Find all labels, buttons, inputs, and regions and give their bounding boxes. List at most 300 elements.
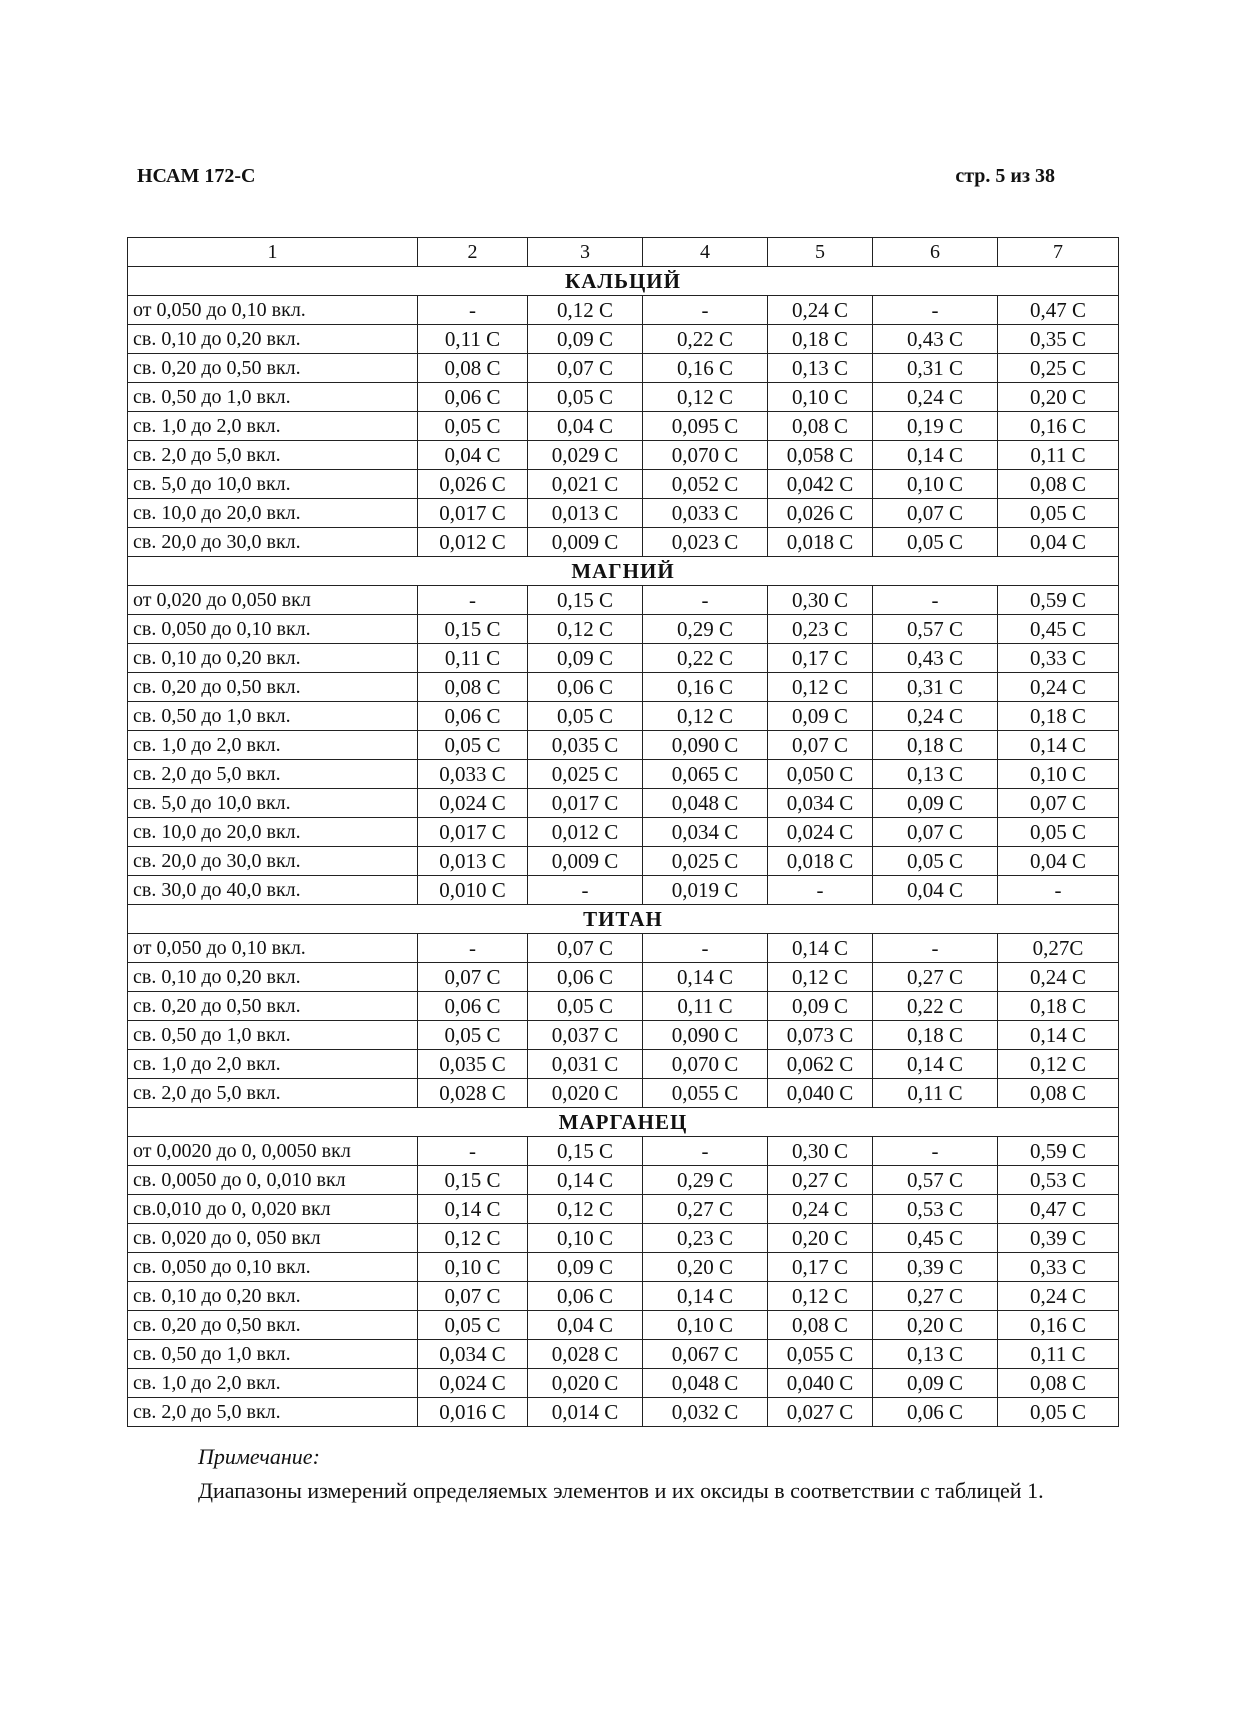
table-row [128, 586, 1119, 615]
value-cell: - [643, 586, 768, 615]
value-cell: 0,06 С [528, 963, 643, 992]
value-cell: 0,009 С [528, 847, 643, 876]
value-cell: 0,45 С [998, 615, 1119, 644]
value-cell: 0,05 С [528, 702, 643, 731]
value-cell: 0,025 С [528, 760, 643, 789]
table-row [128, 1166, 1119, 1195]
value-cell: 0,39 С [998, 1224, 1119, 1253]
value-cell: 0,14 С [998, 1021, 1119, 1050]
value-cell: 0,30 С [768, 586, 873, 615]
value-cell: 0,17 С [768, 644, 873, 673]
value-cell: 0,45 С [873, 1224, 998, 1253]
table-row [128, 325, 1119, 354]
value-cell: 0,055 С [643, 1079, 768, 1108]
value-cell: 0,08 С [998, 1369, 1119, 1398]
value-cell: 0,11 С [643, 992, 768, 1021]
value-cell: 0,57 С [873, 1166, 998, 1195]
value-cell: 0,058 С [768, 441, 873, 470]
range-cell: св. 0,50 до 1,0 вкл. [128, 383, 418, 412]
value-cell: 0,035 С [528, 731, 643, 760]
table-row [128, 1311, 1119, 1340]
range-cell: св. 0,10 до 0,20 вкл. [128, 1282, 418, 1311]
table-row [128, 354, 1119, 383]
value-cell: 0,04 С [528, 412, 643, 441]
range-cell: св. 10,0 до 20,0 вкл. [128, 818, 418, 847]
range-cell: св. 0,020 до 0, 050 вкл [128, 1224, 418, 1253]
value-cell: 0,06 С [873, 1398, 998, 1427]
value-cell: 0,22 С [643, 644, 768, 673]
value-cell: 0,034 С [418, 1340, 528, 1369]
table-row [128, 876, 1119, 905]
value-cell: 0,033 С [643, 499, 768, 528]
table-row [128, 992, 1119, 1021]
note-text: Диапазоны измерений определяемых элементов и их оксиды в соответствии с таблицей 1. [198, 1478, 1044, 1503]
value-cell: 0,27 С [873, 1282, 998, 1311]
value-cell: 0,08 С [768, 412, 873, 441]
value-cell: 0,10 С [418, 1253, 528, 1282]
section-header-row [128, 267, 1119, 296]
range-cell: св. 0,20 до 0,50 вкл. [128, 992, 418, 1021]
value-cell: 0,12 С [418, 1224, 528, 1253]
value-cell: 0,24 С [768, 1195, 873, 1224]
table-row [128, 296, 1119, 325]
range-cell: св. 1,0 до 2,0 вкл. [128, 1369, 418, 1398]
value-cell: 0,035 С [418, 1050, 528, 1079]
value-cell: 0,22 С [873, 992, 998, 1021]
range-cell: св. 0,0050 до 0, 0,010 вкл [128, 1166, 418, 1195]
value-cell: - [998, 876, 1119, 905]
value-cell: 0,07 С [418, 1282, 528, 1311]
value-cell: 0,06 С [528, 673, 643, 702]
value-cell: 0,09 С [768, 992, 873, 1021]
value-cell: 0,12 С [528, 1195, 643, 1224]
table-row [128, 934, 1119, 963]
table-row [128, 499, 1119, 528]
value-cell: 0,042 С [768, 470, 873, 499]
value-cell: 0,27 С [643, 1195, 768, 1224]
range-cell: св. 0,10 до 0,20 вкл. [128, 325, 418, 354]
range-cell: св. 2,0 до 5,0 вкл. [128, 1079, 418, 1108]
column-header: 3 [528, 238, 643, 267]
value-cell: 0,04 С [528, 1311, 643, 1340]
document-id: НСАМ 172-С [137, 165, 256, 187]
value-cell: 0,20 С [768, 1224, 873, 1253]
value-cell: 0,31 С [873, 354, 998, 383]
value-cell: 0,014 С [528, 1398, 643, 1427]
value-cell: 0,016 С [418, 1398, 528, 1427]
value-cell: 0,43 С [873, 325, 998, 354]
value-cell: 0,10 С [643, 1311, 768, 1340]
value-cell: 0,040 С [768, 1369, 873, 1398]
value-cell: 0,18 С [873, 731, 998, 760]
value-cell: 0,59 С [998, 586, 1119, 615]
value-cell: 0,05 С [418, 731, 528, 760]
column-header: 1 [128, 238, 418, 267]
table-row [128, 1079, 1119, 1108]
value-cell: 0,14 С [873, 441, 998, 470]
range-cell: св. 2,0 до 5,0 вкл. [128, 760, 418, 789]
note-title: Примечание: [198, 1444, 320, 1469]
value-cell: 0,024 С [418, 1369, 528, 1398]
value-cell: 0,24 С [768, 296, 873, 325]
table-row [128, 1224, 1119, 1253]
value-cell: - [873, 1137, 998, 1166]
range-cell: св. 0,50 до 1,0 вкл. [128, 702, 418, 731]
table-row [128, 847, 1119, 876]
value-cell: 0,027 С [768, 1398, 873, 1427]
value-cell: 0,07 С [873, 818, 998, 847]
value-cell: 0,04 С [418, 441, 528, 470]
table-row [128, 615, 1119, 644]
range-cell: св. 5,0 до 10,0 вкл. [128, 789, 418, 818]
page-header [137, 165, 1055, 195]
value-cell: 0,29 С [643, 1166, 768, 1195]
value-cell: 0,05 С [418, 1021, 528, 1050]
range-cell: от 0,020 до 0,050 вкл [128, 586, 418, 615]
value-cell: - [873, 934, 998, 963]
value-cell: 0,029 С [528, 441, 643, 470]
table-row [128, 963, 1119, 992]
value-cell: 0,24 С [998, 963, 1119, 992]
value-cell: 0,08 С [418, 673, 528, 702]
value-cell: 0,18 С [998, 702, 1119, 731]
value-cell: 0,53 С [998, 1166, 1119, 1195]
value-cell: 0,07 С [768, 731, 873, 760]
value-cell: 0,22 С [643, 325, 768, 354]
table-row [128, 412, 1119, 441]
table-body [128, 238, 1119, 1427]
range-cell: св. 1,0 до 2,0 вкл. [128, 1050, 418, 1079]
value-cell: 0,18 С [873, 1021, 998, 1050]
value-cell: 0,14 С [418, 1195, 528, 1224]
note-block [130, 1440, 1110, 1508]
value-cell: 0,062 С [768, 1050, 873, 1079]
value-cell: 0,10 С [873, 470, 998, 499]
value-cell: 0,39 С [873, 1253, 998, 1282]
value-cell: - [418, 586, 528, 615]
range-cell: св. 20,0 до 30,0 вкл. [128, 528, 418, 557]
column-header: 2 [418, 238, 528, 267]
table-row [128, 470, 1119, 499]
value-cell: 0,27 С [768, 1166, 873, 1195]
range-cell: св. 5,0 до 10,0 вкл. [128, 470, 418, 499]
range-cell: св. 0,10 до 0,20 вкл. [128, 963, 418, 992]
value-cell: 0,09 С [528, 644, 643, 673]
table-row [128, 1398, 1119, 1427]
value-cell: 0,012 С [528, 818, 643, 847]
value-cell: 0,07 С [528, 354, 643, 383]
section-title: КАЛЬЦИЙ [128, 267, 1119, 296]
column-header-row [128, 238, 1119, 267]
value-cell: 0,11 С [998, 441, 1119, 470]
value-cell: 0,10 С [998, 760, 1119, 789]
value-cell: 0,028 С [418, 1079, 528, 1108]
column-header: 4 [643, 238, 768, 267]
table-row [128, 702, 1119, 731]
value-cell: 0,07 С [418, 963, 528, 992]
value-cell: 0,14 С [528, 1166, 643, 1195]
value-cell: 0,05 С [998, 1398, 1119, 1427]
value-cell: 0,05 С [998, 499, 1119, 528]
value-cell: 0,47 С [998, 1195, 1119, 1224]
value-cell: 0,017 С [528, 789, 643, 818]
range-cell: св. 2,0 до 5,0 вкл. [128, 441, 418, 470]
range-cell: от 0,050 до 0,10 вкл. [128, 934, 418, 963]
value-cell: 0,024 С [768, 818, 873, 847]
column-header: 5 [768, 238, 873, 267]
section-header-row [128, 905, 1119, 934]
value-cell: 0,020 С [528, 1369, 643, 1398]
value-cell: 0,019 С [643, 876, 768, 905]
value-cell: 0,009 С [528, 528, 643, 557]
value-cell: 0,12 С [768, 963, 873, 992]
range-cell: св. 0,20 до 0,50 вкл. [128, 354, 418, 383]
table-row [128, 1137, 1119, 1166]
value-cell: 0,10 С [528, 1224, 643, 1253]
value-cell: 0,24 С [998, 1282, 1119, 1311]
value-cell: 0,35 С [998, 325, 1119, 354]
value-cell: 0,59 С [998, 1137, 1119, 1166]
value-cell: 0,048 С [643, 789, 768, 818]
value-cell: 0,073 С [768, 1021, 873, 1050]
table-row [128, 731, 1119, 760]
value-cell: 0,037 С [528, 1021, 643, 1050]
range-cell: св.0,010 до 0, 0,020 вкл [128, 1195, 418, 1224]
value-cell: 0,57 С [873, 615, 998, 644]
value-cell: - [418, 1137, 528, 1166]
value-cell: - [768, 876, 873, 905]
value-cell: 0,052 С [643, 470, 768, 499]
value-cell: 0,07 С [528, 934, 643, 963]
section-title: МАРГАНЕЦ [128, 1108, 1119, 1137]
value-cell: 0,048 С [643, 1369, 768, 1398]
value-cell: 0,09 С [528, 325, 643, 354]
table-row [128, 1340, 1119, 1369]
value-cell: 0,05 С [528, 992, 643, 1021]
value-cell: 0,06 С [418, 992, 528, 1021]
value-cell: 0,31 С [873, 673, 998, 702]
value-cell: 0,15 С [418, 1166, 528, 1195]
range-cell: св. 0,50 до 1,0 вкл. [128, 1340, 418, 1369]
value-cell: 0,013 С [418, 847, 528, 876]
value-cell: 0,09 С [873, 789, 998, 818]
value-cell: - [643, 934, 768, 963]
value-cell: 0,08 С [998, 470, 1119, 499]
value-cell: 0,018 С [768, 528, 873, 557]
value-cell: 0,20 С [998, 383, 1119, 412]
value-cell: 0,04 С [873, 876, 998, 905]
range-cell: св. 1,0 до 2,0 вкл. [128, 412, 418, 441]
value-cell: 0,47 С [998, 296, 1119, 325]
value-cell: 0,05 С [998, 818, 1119, 847]
value-cell: - [643, 296, 768, 325]
section-title: МАГНИЙ [128, 557, 1119, 586]
value-cell: 0,05 С [528, 383, 643, 412]
range-cell: св. 1,0 до 2,0 вкл. [128, 731, 418, 760]
value-cell: 0,034 С [643, 818, 768, 847]
value-cell: 0,026 С [418, 470, 528, 499]
page-number: стр. 5 из 38 [955, 165, 1055, 187]
value-cell: 0,20 С [873, 1311, 998, 1340]
value-cell: 0,04 С [998, 847, 1119, 876]
value-cell: 0,04 С [998, 528, 1119, 557]
value-cell: 0,023 С [643, 528, 768, 557]
value-cell: 0,025 С [643, 847, 768, 876]
value-cell: 0,055 С [768, 1340, 873, 1369]
value-cell: 0,16 С [998, 1311, 1119, 1340]
value-cell: 0,05 С [873, 847, 998, 876]
table-row [128, 1195, 1119, 1224]
value-cell: 0,06 С [528, 1282, 643, 1311]
range-cell: св. 2,0 до 5,0 вкл. [128, 1398, 418, 1427]
range-cell: св. 0,20 до 0,50 вкл. [128, 673, 418, 702]
value-cell: 0,14 С [873, 1050, 998, 1079]
value-cell: 0,024 С [418, 789, 528, 818]
value-cell: - [873, 296, 998, 325]
value-cell: - [418, 296, 528, 325]
value-cell: 0,08 С [768, 1311, 873, 1340]
value-cell: 0,16 С [643, 354, 768, 383]
precision-table [127, 237, 1119, 1427]
value-cell: 0,18 С [768, 325, 873, 354]
value-cell: 0,090 С [643, 731, 768, 760]
value-cell: 0,08 С [418, 354, 528, 383]
table-row [128, 1021, 1119, 1050]
value-cell: 0,08 С [998, 1079, 1119, 1108]
value-cell: 0,15 С [528, 586, 643, 615]
range-cell: св. 0,20 до 0,50 вкл. [128, 1311, 418, 1340]
section-header-row [128, 1108, 1119, 1137]
value-cell: 0,27 С [873, 963, 998, 992]
value-cell: 0,23 С [643, 1224, 768, 1253]
range-cell: св. 0,050 до 0,10 вкл. [128, 615, 418, 644]
value-cell: 0,065 С [643, 760, 768, 789]
value-cell: 0,090 С [643, 1021, 768, 1050]
value-cell: 0,050 С [768, 760, 873, 789]
value-cell: 0,25 С [998, 354, 1119, 383]
value-cell: 0,13 С [768, 354, 873, 383]
table-row [128, 441, 1119, 470]
value-cell: 0,05 С [418, 412, 528, 441]
value-cell: 0,06 С [418, 383, 528, 412]
value-cell: 0,53 С [873, 1195, 998, 1224]
value-cell: 0,23 С [768, 615, 873, 644]
table-row [128, 760, 1119, 789]
value-cell: 0,24 С [873, 383, 998, 412]
value-cell: 0,19 С [873, 412, 998, 441]
range-cell: св. 20,0 до 30,0 вкл. [128, 847, 418, 876]
value-cell: 0,12 С [643, 702, 768, 731]
value-cell: - [643, 1137, 768, 1166]
value-cell: 0,033 С [418, 760, 528, 789]
value-cell: 0,034 С [768, 789, 873, 818]
column-header: 6 [873, 238, 998, 267]
value-cell: 0,12 С [768, 673, 873, 702]
range-cell: св. 0,10 до 0,20 вкл. [128, 644, 418, 673]
value-cell: 0,27С [998, 934, 1119, 963]
value-cell: 0,24 С [998, 673, 1119, 702]
value-cell: 0,12 С [528, 296, 643, 325]
value-cell: 0,14 С [643, 1282, 768, 1311]
value-cell: 0,040 С [768, 1079, 873, 1108]
value-cell: 0,13 С [873, 1340, 998, 1369]
value-cell: 0,14 С [643, 963, 768, 992]
value-cell: 0,010 С [418, 876, 528, 905]
value-cell: 0,43 С [873, 644, 998, 673]
value-cell: 0,11 С [998, 1340, 1119, 1369]
value-cell: 0,11 С [873, 1079, 998, 1108]
value-cell: 0,018 С [768, 847, 873, 876]
value-cell: 0,05 С [418, 1311, 528, 1340]
value-cell: 0,14 С [998, 731, 1119, 760]
value-cell: 0,11 С [418, 325, 528, 354]
column-header: 7 [998, 238, 1119, 267]
value-cell: 0,021 С [528, 470, 643, 499]
value-cell: 0,12 С [528, 615, 643, 644]
range-cell: св. 30,0 до 40,0 вкл. [128, 876, 418, 905]
table-row [128, 528, 1119, 557]
value-cell: 0,070 С [643, 441, 768, 470]
range-cell: св. 0,050 до 0,10 вкл. [128, 1253, 418, 1282]
value-cell: 0,10 С [768, 383, 873, 412]
value-cell: 0,067 С [643, 1340, 768, 1369]
range-cell: от 0,0020 до 0, 0,0050 вкл [128, 1137, 418, 1166]
value-cell: 0,070 С [643, 1050, 768, 1079]
section-header-row [128, 557, 1119, 586]
value-cell: 0,30 С [768, 1137, 873, 1166]
value-cell: 0,17 С [768, 1253, 873, 1282]
value-cell: 0,020 С [528, 1079, 643, 1108]
value-cell: 0,05 С [873, 528, 998, 557]
value-cell: 0,12 С [998, 1050, 1119, 1079]
value-cell: 0,33 С [998, 1253, 1119, 1282]
table-row [128, 673, 1119, 702]
value-cell: 0,06 С [418, 702, 528, 731]
range-cell: св. 0,50 до 1,0 вкл. [128, 1021, 418, 1050]
value-cell: 0,20 С [643, 1253, 768, 1282]
value-cell: 0,07 С [873, 499, 998, 528]
table-row [128, 1282, 1119, 1311]
value-cell: 0,24 С [873, 702, 998, 731]
value-cell: 0,013 С [528, 499, 643, 528]
value-cell: 0,026 С [768, 499, 873, 528]
value-cell: 0,095 С [643, 412, 768, 441]
value-cell: 0,15 С [418, 615, 528, 644]
value-cell: 0,09 С [528, 1253, 643, 1282]
value-cell: 0,18 С [998, 992, 1119, 1021]
table-row [128, 383, 1119, 412]
value-cell: - [418, 934, 528, 963]
value-cell: 0,15 С [528, 1137, 643, 1166]
value-cell: 0,031 С [528, 1050, 643, 1079]
table-row [128, 1050, 1119, 1079]
range-cell: св. 10,0 до 20,0 вкл. [128, 499, 418, 528]
value-cell: 0,07 С [998, 789, 1119, 818]
value-cell: 0,14 С [768, 934, 873, 963]
table-row [128, 818, 1119, 847]
section-title: ТИТАН [128, 905, 1119, 934]
value-cell: 0,11 С [418, 644, 528, 673]
value-cell: 0,33 С [998, 644, 1119, 673]
value-cell: 0,017 С [418, 818, 528, 847]
value-cell: 0,012 С [418, 528, 528, 557]
range-cell: от 0,050 до 0,10 вкл. [128, 296, 418, 325]
table-row [128, 1369, 1119, 1398]
table-row [128, 644, 1119, 673]
value-cell: 0,13 С [873, 760, 998, 789]
value-cell: 0,017 С [418, 499, 528, 528]
value-cell: 0,12 С [768, 1282, 873, 1311]
